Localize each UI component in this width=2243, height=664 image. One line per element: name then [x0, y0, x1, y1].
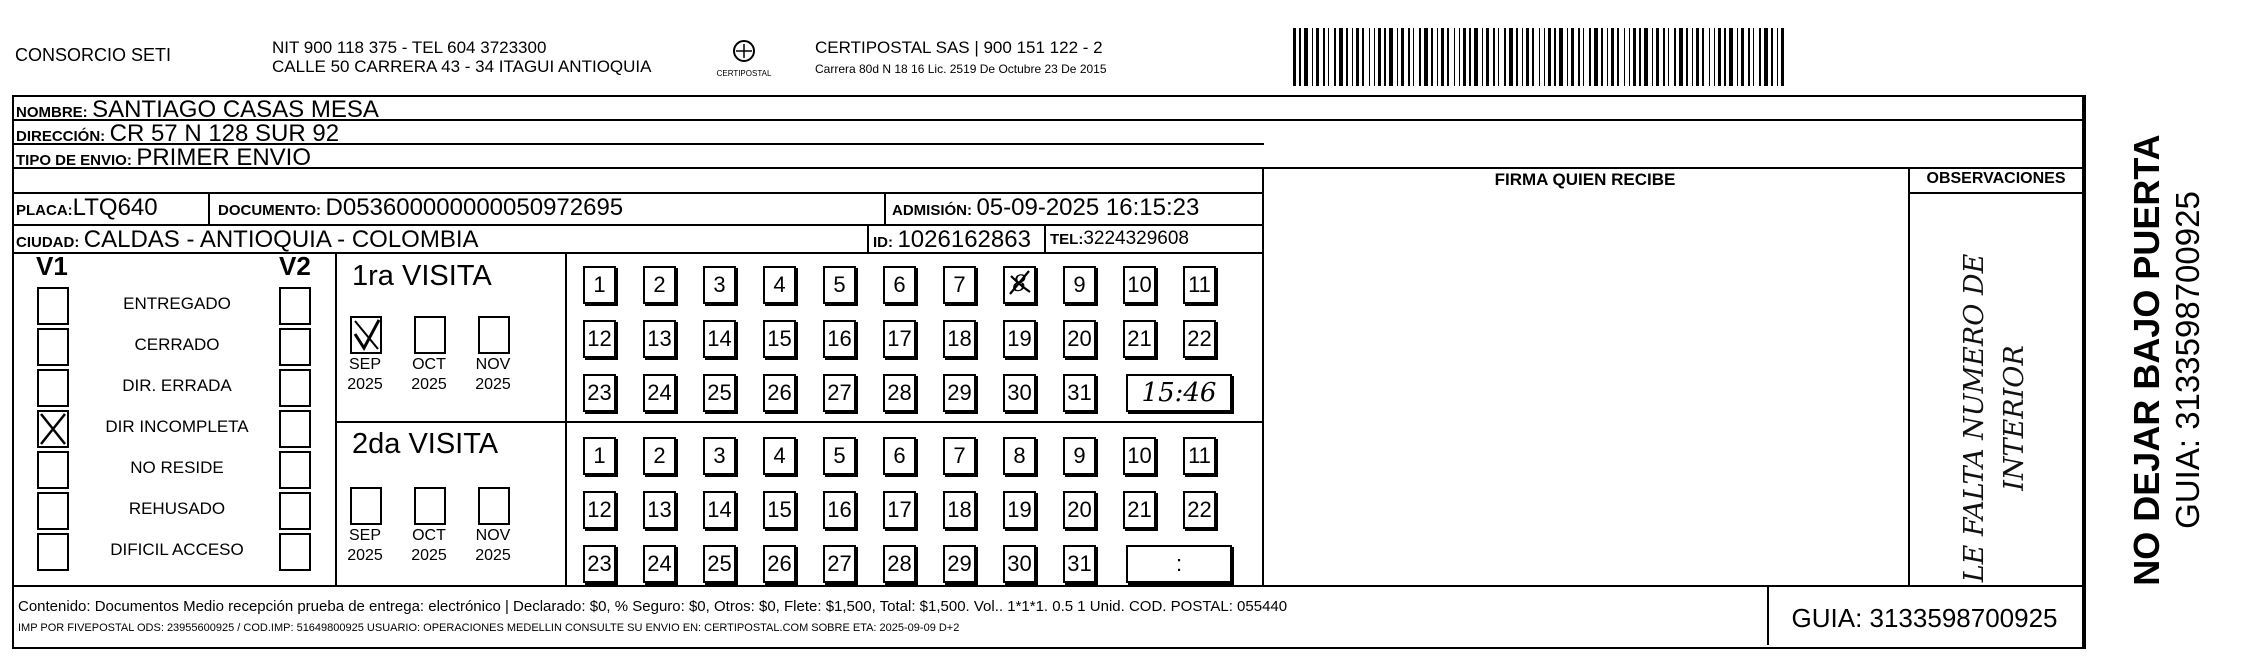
day-box[interactable]: 7	[943, 266, 976, 304]
direccion-value: CR 57 N 128 SUR 92	[109, 120, 340, 147]
id-label: ID:	[873, 234, 893, 251]
status-v2-checkbox[interactable]	[279, 369, 311, 407]
id-value: 1026162863	[897, 226, 1031, 253]
visit2-title: 2da VISITA	[352, 428, 499, 460]
nombre-value: SANTIAGO CASAS MESA	[92, 96, 379, 123]
day-box[interactable]: 9	[1063, 266, 1096, 304]
month-checkbox[interactable]	[414, 487, 446, 525]
tipo-value: PRIMER ENVIO	[136, 144, 312, 171]
documento-value: D053600000000050972695	[325, 194, 624, 221]
day-box[interactable]: 24	[643, 374, 676, 412]
status-label: DIFICIL ACCESO	[110, 540, 244, 559]
status-v1-checkbox[interactable]	[37, 410, 69, 448]
month-checkbox[interactable]	[478, 316, 510, 354]
day-box[interactable]: 25	[703, 374, 736, 412]
month-checkbox[interactable]	[350, 487, 382, 525]
day-box[interactable]: 15	[763, 320, 796, 358]
tipo-label: TIPO DE ENVIO:	[16, 152, 132, 169]
day-box[interactable]: 9	[1063, 437, 1096, 475]
status-label: ENTREGADO	[123, 294, 231, 313]
direccion-label: DIRECCIÓN:	[16, 128, 106, 145]
time-box[interactable]: 15:46	[1126, 374, 1232, 412]
day-box[interactable]: 13	[643, 320, 676, 358]
ciudad-label: CIUDAD:	[16, 234, 80, 251]
status-label: CERRADO	[134, 335, 220, 354]
day-box[interactable]: 15	[763, 491, 796, 529]
day-box[interactable]: 30	[1003, 545, 1036, 583]
status-v2-checkbox[interactable]	[279, 451, 311, 489]
time-box[interactable]: :	[1126, 545, 1232, 583]
day-box[interactable]: 12	[583, 320, 616, 358]
status-v1-checkbox[interactable]	[37, 492, 69, 530]
license-line: Carrera 80d N 18 16 Lic. 2519 De Octubre 23 De 2015	[815, 62, 1107, 76]
visit1-title: 1ra VISITA	[352, 260, 492, 292]
day-box[interactable]: 13	[643, 491, 676, 529]
day-box[interactable]: 2	[643, 437, 676, 475]
certipostal-logo	[712, 38, 776, 82]
admision-label: ADMISIÓN:	[892, 202, 972, 219]
day-box[interactable]: 17	[883, 491, 916, 529]
day-box[interactable]: 14	[703, 320, 736, 358]
day-box[interactable]: 27	[823, 545, 856, 583]
barcode	[1293, 28, 1785, 86]
status-v1-checkbox[interactable]	[37, 369, 69, 407]
day-box[interactable]: 21	[1123, 491, 1156, 529]
day-box[interactable]: 27	[823, 374, 856, 412]
day-box[interactable]: 4	[763, 266, 796, 304]
observaciones-header: OBSERVACIONES	[1926, 170, 2066, 187]
signature-area[interactable]	[1264, 194, 1908, 584]
side-guia: GUIA: 3133598700925	[2169, 191, 2206, 529]
month-year: 2025	[475, 547, 511, 564]
day-box[interactable]: 20	[1063, 320, 1096, 358]
day-box[interactable]: 31	[1063, 545, 1096, 583]
month-year: 2025	[411, 376, 447, 393]
carrier-line: CERTIPOSTAL SAS | 900 151 122 - 2	[815, 38, 1103, 57]
day-box[interactable]: 31	[1063, 374, 1096, 412]
day-box[interactable]: 20	[1063, 491, 1096, 529]
day-box[interactable]: 16	[823, 491, 856, 529]
month-label: NOV	[475, 527, 511, 544]
firma-header: FIRMA QUIEN RECIBE	[1494, 170, 1676, 189]
month-label: SEP	[348, 356, 381, 373]
address-line: CALLE 50 CARRERA 43 - 34 ITAGUI ANTIOQUIA	[272, 57, 652, 76]
ciudad-value: CALDAS - ANTIOQUIA - COLOMBIA	[83, 226, 479, 253]
month-checkbox[interactable]	[478, 487, 510, 525]
nit-line: NIT 900 118 375 - TEL 604 3723300	[272, 38, 547, 57]
day-box[interactable]: 3	[703, 437, 736, 475]
day-box[interactable]: 26	[763, 545, 796, 583]
tel-value: 3224329608	[1083, 228, 1189, 249]
month-year: 2025	[347, 376, 383, 393]
day-box[interactable]: 4	[763, 437, 796, 475]
day-box[interactable]: 18	[943, 320, 976, 358]
day-box[interactable]: 29	[943, 374, 976, 412]
day-box[interactable]: 1	[583, 437, 616, 475]
side-warning: NO DEJAR BAJO PUERTA	[2126, 134, 2167, 586]
documento-label: DOCUMENTO:	[218, 202, 322, 219]
day-box[interactable]: 26	[763, 374, 796, 412]
day-box[interactable]: 10	[1123, 437, 1156, 475]
day-box[interactable]: 17	[883, 320, 916, 358]
footer-guia: GUIA: 3133598700925	[1791, 603, 2058, 633]
day-box[interactable]: 14	[703, 491, 736, 529]
footer-line2: IMP POR FIVEPOSTAL ODS: 23955600925 / COD.IMP: 51649800925 USUARIO: OPERACIONES MEDELLIN CONSULTE SU ENVIO EN: CERTIPOSTAL.COM SOBRE ETA: 2025-09-09 D+2	[18, 622, 960, 634]
day-box[interactable]: 3	[703, 266, 736, 304]
status-v1-checkbox[interactable]	[37, 533, 69, 571]
day-box[interactable]: 12	[583, 491, 616, 529]
footer-line1: Contenido: Documentos Medio recepción prueba de entrega: electrónico | Declarado: $0, % Seguro: $0, Otros: $0, Flete: $1,500, Total: $1,500. Vol.. 1*1*1. 0.5 1 Unid. COD. POSTAL: 055440	[18, 598, 1288, 615]
month-label: NOV	[475, 356, 511, 373]
day-box[interactable]: 11	[1183, 437, 1216, 475]
day-box[interactable]: 6	[883, 266, 916, 304]
month-label: OCT	[412, 527, 446, 544]
month-label: OCT	[412, 356, 446, 373]
status-v1-checkbox[interactable]	[37, 328, 69, 366]
month-year: 2025	[411, 547, 447, 564]
day-box[interactable]: 22	[1183, 491, 1216, 529]
status-label: DIR. ERRADA	[122, 376, 232, 395]
status-v2-checkbox[interactable]	[279, 287, 311, 325]
day-box[interactable]: 22	[1183, 320, 1216, 358]
day-box[interactable]: 30	[1003, 374, 1036, 412]
month-checkbox[interactable]	[414, 316, 446, 354]
status-v2-checkbox[interactable]	[279, 492, 311, 530]
day-box[interactable]: 19	[1003, 320, 1036, 358]
observaciones-handwritten: LE FALTA NUMERO DE INTERIOR	[1959, 253, 2030, 583]
placa-value: LTQ640	[72, 194, 158, 221]
month-label: SEP	[348, 527, 381, 544]
status-label: DIR INCOMPLETA	[105, 417, 249, 436]
placa-label: PLACA:	[16, 202, 73, 219]
status-v2-checkbox[interactable]	[279, 410, 311, 448]
day-box[interactable]: 29	[943, 545, 976, 583]
status-v2-checkbox[interactable]	[279, 533, 311, 571]
month-checkbox[interactable]	[350, 316, 382, 354]
day-box[interactable]: 10	[1123, 266, 1156, 304]
tel-label: TEL:	[1050, 231, 1084, 248]
day-box[interactable]: 23	[583, 545, 616, 583]
v1-header: V1	[36, 251, 68, 281]
status-label: REHUSADO	[128, 499, 226, 518]
status-label: NO RESIDE	[130, 458, 224, 477]
month-year: 2025	[347, 547, 383, 564]
day-box[interactable]: 16	[823, 320, 856, 358]
day-box[interactable]: 21	[1123, 320, 1156, 358]
day-box[interactable]: 19	[1003, 491, 1036, 529]
day-box[interactable]: 28	[883, 374, 916, 412]
day-box[interactable]: 23	[583, 374, 616, 412]
month-year: 2025	[475, 376, 511, 393]
day-box[interactable]: 8	[1003, 266, 1036, 304]
day-box[interactable]: 18	[943, 491, 976, 529]
company-name: CONSORCIO SETI	[15, 45, 172, 65]
nombre-label: NOMBRE:	[16, 104, 88, 121]
day-box[interactable]: 1	[583, 266, 616, 304]
day-box[interactable]: 24	[643, 545, 676, 583]
day-box[interactable]: 5	[823, 266, 856, 304]
day-box[interactable]: 8	[1003, 437, 1036, 475]
logo-text: CERTIPOSTAL	[716, 69, 772, 78]
day-box[interactable]: 28	[883, 545, 916, 583]
day-box[interactable]: 2	[643, 266, 676, 304]
status-v2-checkbox[interactable]	[279, 328, 311, 366]
day-box[interactable]: 25	[703, 545, 736, 583]
day-box[interactable]: 11	[1183, 266, 1216, 304]
admision-value: 05-09-2025 16:15:23	[976, 194, 1200, 221]
status-v1-checkbox[interactable]	[37, 287, 69, 325]
v2-header: V2	[279, 251, 311, 281]
day-box[interactable]: 6	[883, 437, 916, 475]
day-box[interactable]: 5	[823, 437, 856, 475]
status-v1-checkbox[interactable]	[37, 451, 69, 489]
day-box[interactable]: 7	[943, 437, 976, 475]
